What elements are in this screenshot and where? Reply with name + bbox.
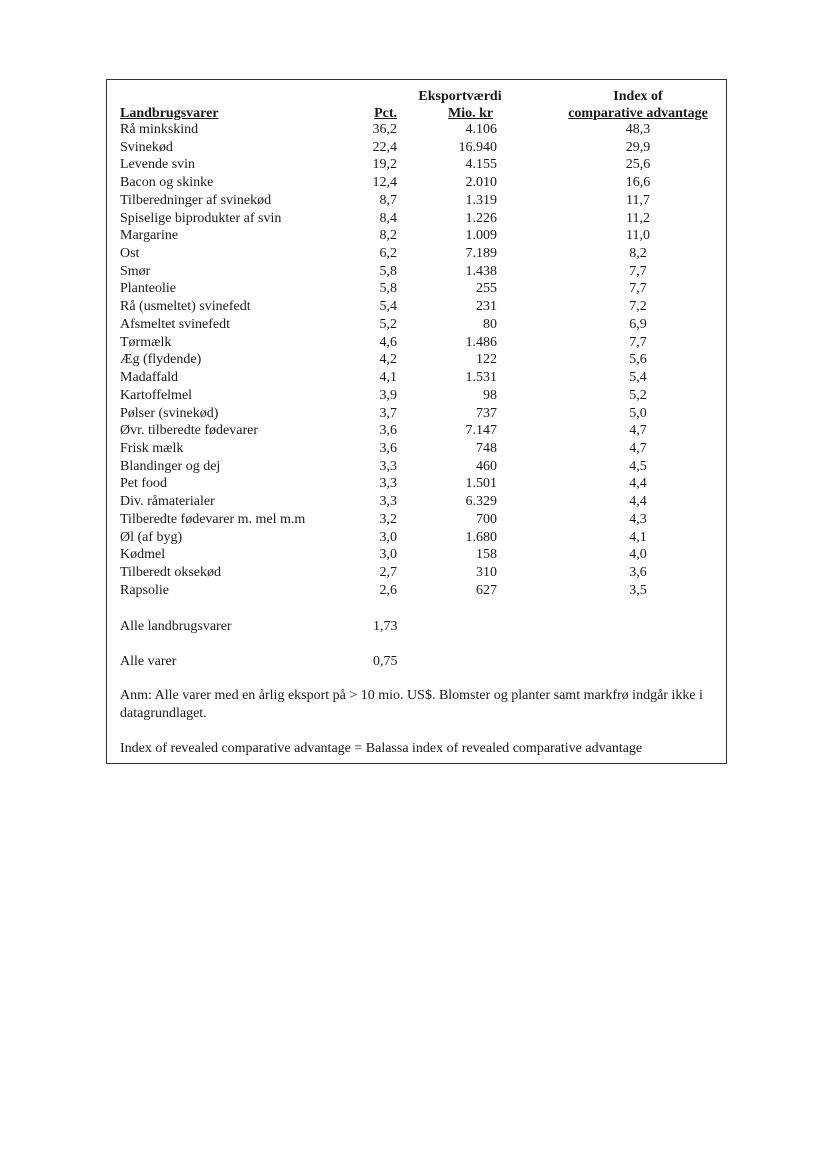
export-value-cell: 255 — [476, 281, 497, 297]
export-value-cell: 1.438 — [465, 263, 497, 279]
table-frame — [106, 79, 727, 764]
product-name-cell: Pet food — [120, 476, 168, 492]
header-pct: Pct. — [374, 106, 397, 121]
pct-cell: 12,4 — [372, 175, 397, 191]
index-cell: 4,3 — [629, 511, 647, 527]
export-value-cell: 737 — [476, 405, 497, 421]
footnote-annotation: Anm: Alle varer med en årlig eksport på > 10 mio. US$. Blomster og planter samt markfrø indgår ikke i datagrundlaget. — [120, 688, 703, 721]
table-row — [107, 511, 728, 529]
pct-cell: 3,3 — [379, 476, 397, 492]
table-row — [107, 121, 728, 139]
product-name-cell: Tilberedt oksekød — [120, 565, 221, 580]
index-cell: 7,2 — [629, 299, 647, 315]
index-cell: 8,2 — [629, 246, 647, 262]
pct-cell: 8,2 — [379, 228, 397, 244]
pct-cell: 5,8 — [379, 263, 397, 279]
header-export-line1: Eksportværdi — [418, 89, 502, 104]
table-row — [107, 369, 728, 387]
pct-cell: 2,6 — [379, 582, 397, 598]
table-row — [107, 493, 728, 511]
table-row — [107, 174, 728, 192]
index-cell: 3,6 — [629, 565, 647, 580]
index-cell: 16,6 — [625, 175, 651, 191]
export-value-cell: 1.009 — [465, 228, 497, 244]
index-cell: 6,9 — [629, 316, 647, 332]
table-row — [107, 529, 728, 547]
pct-cell: 3,2 — [379, 511, 397, 527]
pct-cell: 6,2 — [379, 246, 397, 262]
table-row — [107, 564, 728, 582]
product-name-cell: Øvr. tilberedte fødevarer — [120, 423, 258, 439]
pct-cell: 8,7 — [379, 192, 397, 208]
pct-cell: 3,3 — [379, 458, 397, 474]
export-value-cell: 80 — [483, 316, 497, 332]
product-name-cell: Kødmel — [120, 547, 166, 563]
index-cell: 25,6 — [625, 157, 651, 173]
index-cell: 4,0 — [629, 547, 647, 563]
product-name-cell: Bacon og skinke — [120, 175, 214, 191]
pct-cell: 3,3 — [379, 494, 397, 510]
pct-cell: 5,8 — [379, 281, 397, 297]
pct-cell: 22,4 — [372, 139, 397, 155]
table-row — [107, 458, 728, 476]
export-value-cell: 748 — [476, 440, 497, 456]
table-row — [107, 334, 728, 352]
index-cell: 48,3 — [625, 122, 651, 137]
summary-label-all-goods: Alle varer — [120, 654, 177, 669]
table-row — [107, 475, 728, 493]
index-cell: 11,7 — [626, 192, 650, 208]
table-row — [107, 227, 728, 245]
pct-cell: 3,6 — [379, 423, 397, 439]
product-name-cell: Smør — [120, 263, 151, 279]
index-cell: 4,7 — [629, 440, 647, 456]
table-row — [107, 280, 728, 298]
index-cell: 7,7 — [629, 263, 647, 279]
product-name-cell: Div. råmaterialer — [120, 494, 215, 510]
table-row — [107, 263, 728, 281]
product-name-cell: Blandinger og dej — [120, 458, 221, 474]
table-row — [107, 422, 728, 440]
product-name-cell: Kartoffelmel — [120, 387, 193, 403]
product-name-cell: Rapsolie — [120, 582, 169, 598]
pct-cell: 3,0 — [379, 547, 397, 563]
index-cell: 7,7 — [629, 281, 647, 297]
product-name-cell: Øl (af byg) — [120, 529, 183, 545]
export-value-cell: 1.531 — [465, 370, 497, 386]
product-name-cell: Madaffald — [120, 370, 179, 386]
index-cell: 11,0 — [626, 228, 650, 244]
export-value-cell: 460 — [476, 458, 497, 474]
product-name-cell: Tilberedte fødevarer m. mel m.m — [120, 511, 306, 527]
table-row — [107, 440, 728, 458]
table-row — [107, 387, 728, 405]
export-value-cell: 7.189 — [465, 246, 497, 262]
summary-value-all-goods: 0,75 — [373, 654, 398, 669]
pct-cell: 5,4 — [379, 299, 397, 315]
pct-cell: 4,2 — [379, 352, 397, 368]
export-value-cell: 4.155 — [465, 157, 497, 173]
table-row — [107, 192, 728, 210]
pct-cell: 2,7 — [379, 565, 397, 580]
table-row — [107, 298, 728, 316]
index-cell: 5,2 — [629, 387, 647, 403]
product-name-cell: Rå minkskind — [120, 122, 199, 137]
pct-cell: 36,2 — [372, 122, 397, 137]
export-value-cell: 1.501 — [465, 476, 497, 492]
pct-cell: 5,2 — [379, 316, 397, 332]
export-value-cell: 7.147 — [465, 423, 497, 439]
header-index-line2: comparative advantage — [568, 106, 708, 121]
product-name-cell: Rå (usmeltet) svinefedt — [120, 299, 251, 315]
table-row — [107, 316, 728, 334]
product-name-cell: Levende svin — [120, 157, 196, 173]
product-name-cell: Frisk mælk — [120, 440, 184, 456]
index-cell: 5,6 — [629, 352, 647, 368]
pct-cell: 3,6 — [379, 440, 397, 456]
export-value-cell: 98 — [483, 387, 497, 403]
product-name-cell: Tørmælk — [120, 334, 172, 350]
pct-cell: 3,0 — [379, 529, 397, 545]
product-name-cell: Planteolie — [120, 281, 176, 297]
index-cell: 7,7 — [629, 334, 647, 350]
product-name-cell: Svinekød — [120, 139, 173, 155]
index-cell: 5,4 — [629, 370, 647, 386]
product-name-cell: Spiselige biprodukter af svin — [120, 210, 282, 226]
header-index-line1: Index of — [613, 89, 663, 104]
export-value-cell: 158 — [476, 547, 497, 563]
pct-cell: 4,6 — [379, 334, 397, 350]
product-name-cell: Ost — [120, 246, 140, 262]
table-row — [107, 405, 728, 423]
export-value-cell: 700 — [476, 511, 497, 527]
table-row — [107, 582, 728, 600]
index-cell: 4,1 — [629, 529, 647, 545]
export-value-cell: 2.010 — [465, 175, 497, 191]
index-cell: 4,4 — [629, 476, 647, 492]
product-name-cell: Æg (flydende) — [120, 352, 202, 368]
index-cell: 29,9 — [625, 139, 651, 155]
index-cell: 4,7 — [629, 423, 647, 439]
export-value-cell: 1.486 — [465, 334, 497, 350]
product-name-cell: Tilberedninger af svinekød — [120, 192, 272, 208]
table-row — [107, 245, 728, 263]
pct-cell: 3,7 — [379, 405, 397, 421]
pct-cell: 4,1 — [379, 370, 397, 386]
pct-cell: 8,4 — [379, 210, 397, 226]
product-name-cell: Afsmeltet svinefedt — [120, 316, 231, 332]
export-value-cell: 1.226 — [465, 210, 497, 226]
summary-label-all-agri: Alle landbrugsvarer — [120, 619, 232, 634]
table-row — [107, 139, 728, 157]
footnote-definition: Index of revealed comparative advantage = Balassa index of revealed comparative advantage — [120, 741, 643, 756]
export-value-cell: 122 — [476, 352, 497, 368]
export-value-cell: 1.319 — [465, 192, 497, 208]
index-cell: 3,5 — [629, 582, 647, 598]
export-value-cell: 231 — [476, 299, 497, 315]
index-cell: 5,0 — [629, 405, 647, 421]
product-name-cell: Margarine — [120, 228, 179, 244]
summary-value-all-agri: 1,73 — [373, 619, 398, 634]
product-name-cell: Pølser (svinekød) — [120, 405, 219, 421]
index-cell: 4,4 — [629, 494, 647, 510]
index-cell: 11,2 — [626, 210, 650, 226]
export-value-cell: 16.940 — [458, 139, 497, 155]
pct-cell: 3,9 — [379, 387, 397, 403]
export-value-cell: 6.329 — [465, 494, 497, 510]
table-row — [107, 210, 728, 228]
export-value-cell: 627 — [476, 582, 497, 598]
table-row — [107, 546, 728, 564]
table-row — [107, 351, 728, 369]
export-value-cell: 310 — [476, 565, 497, 580]
table-row — [107, 156, 728, 174]
export-value-cell: 1.680 — [465, 529, 497, 545]
header-export-line2: Mio. kr — [448, 106, 494, 121]
header-product: Landbrugsvarer — [120, 106, 219, 121]
pct-cell: 19,2 — [372, 157, 397, 173]
export-value-cell: 4.106 — [465, 122, 497, 137]
index-cell: 4,5 — [629, 458, 647, 474]
